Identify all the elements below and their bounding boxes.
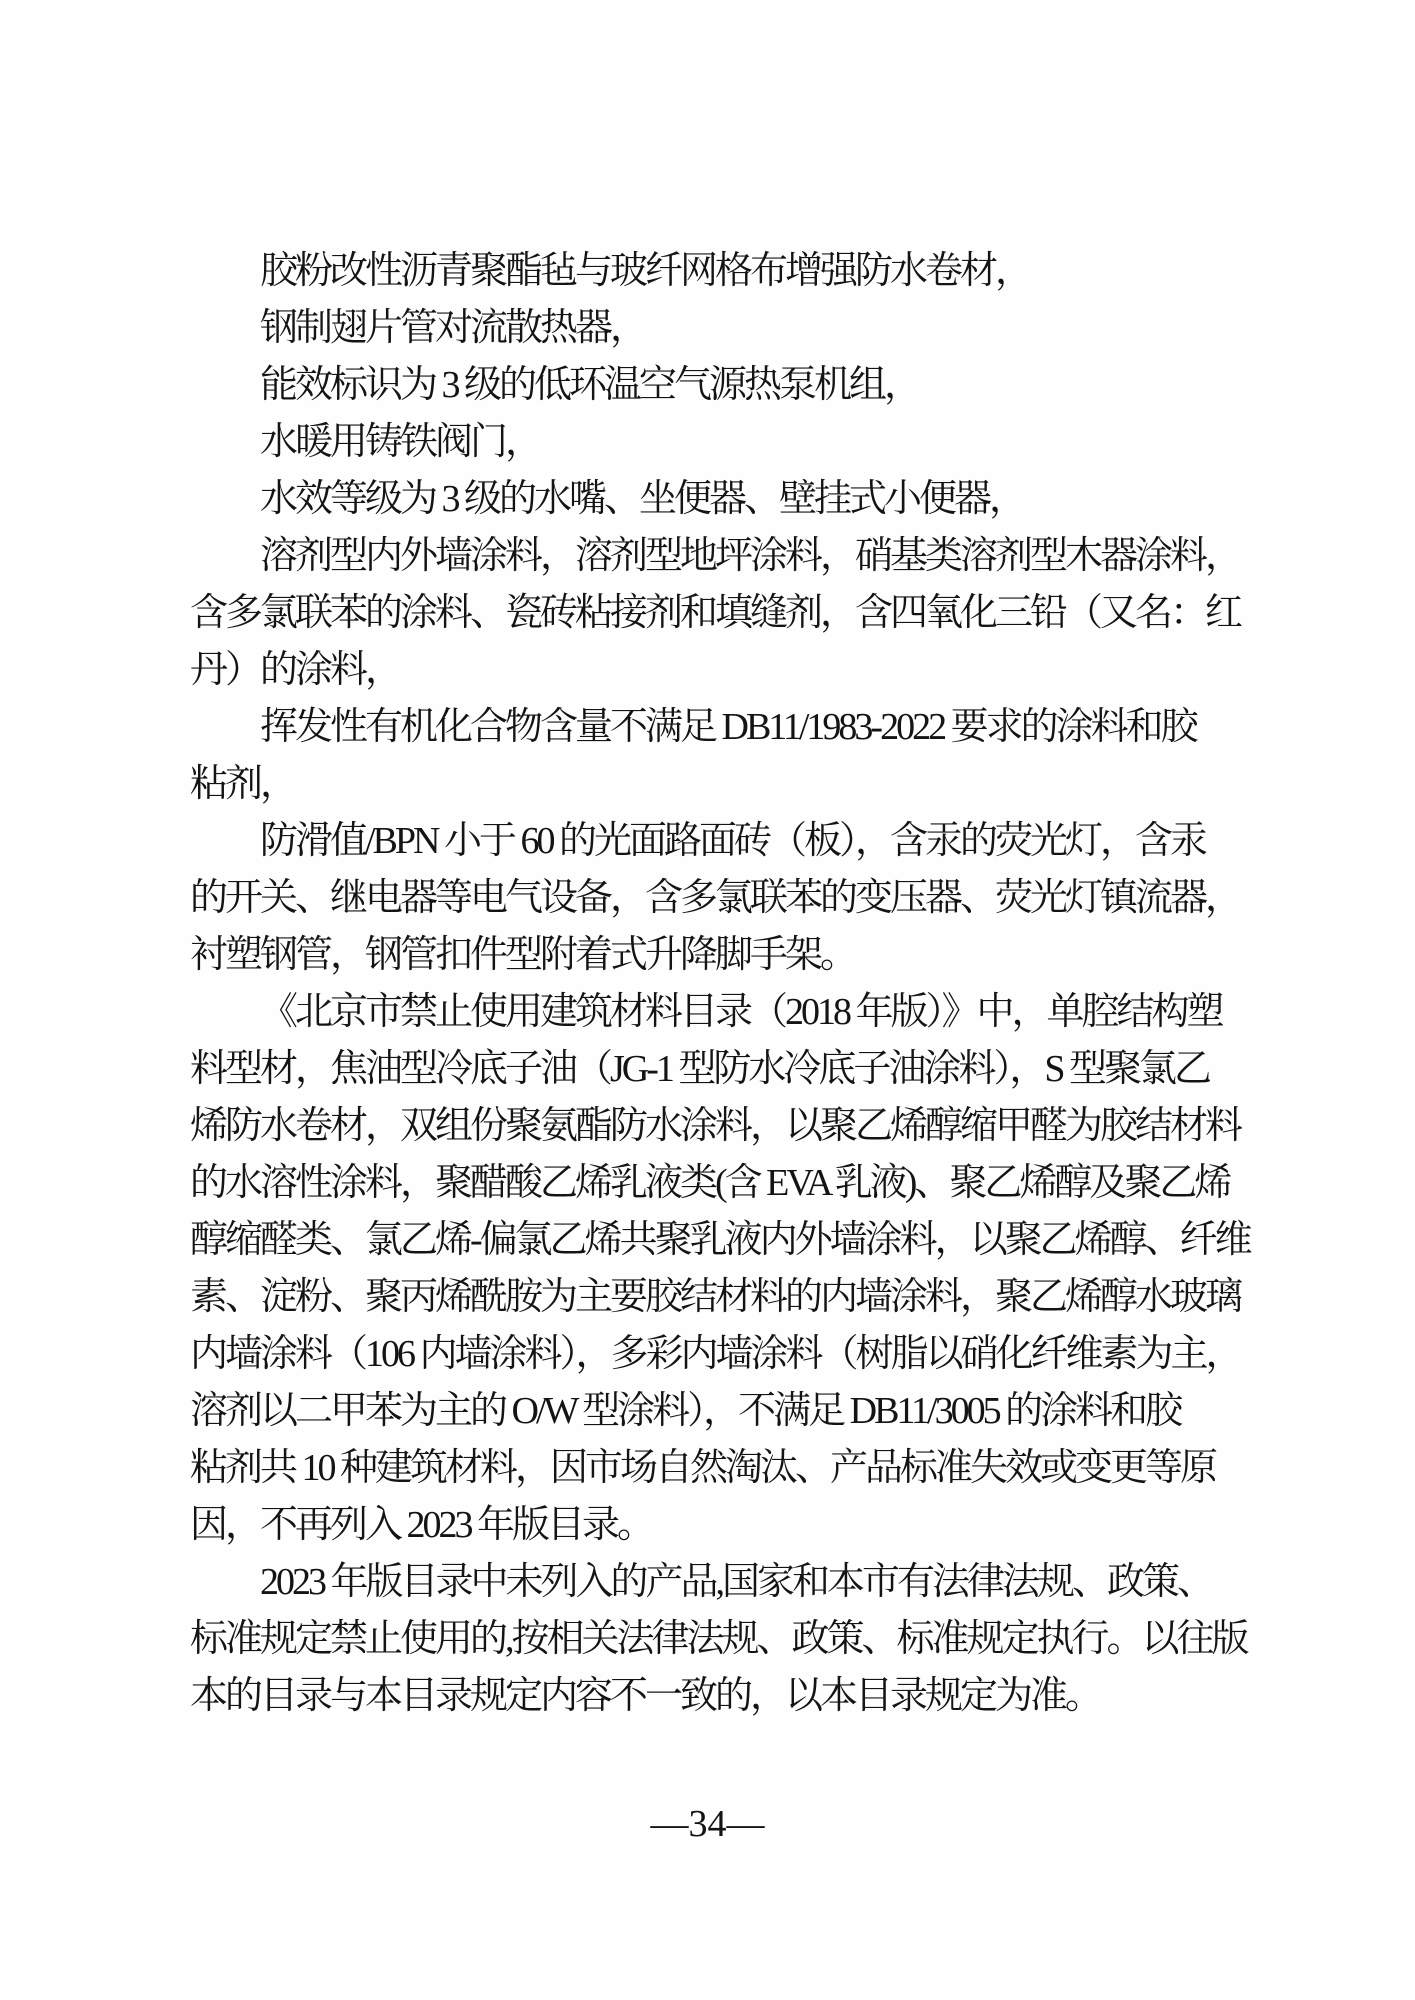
page-number: —34— xyxy=(650,1803,765,1845)
text-line: 因，不再列入 2023 年版目录。 xyxy=(190,1504,653,1546)
text-line: 粘剂共 10 种建筑材料，因市场自然淘汰、产品标准失效或变更等原 xyxy=(190,1447,1216,1489)
text-line: 粘剂， xyxy=(190,763,296,805)
text-line: 挥发性有机化合物含量不满足 DB11/1983-2022 要求的涂料和胶 xyxy=(260,706,1196,748)
text-line: 的水溶性涂料，聚醋酸乙烯乳液类(含 EVA 乳液)、聚乙烯醇及聚乙烯 xyxy=(190,1162,1230,1204)
text-line: 防滑值/BPN 小于 60 的光面路面砖（板），含汞的荧光灯，含汞 xyxy=(260,820,1205,862)
text-line: 钢制翅片管对流散热器， xyxy=(260,307,646,349)
text-line: 溶剂型内外墙涂料，溶剂型地坪涂料，硝基类溶剂型木器涂料， xyxy=(260,535,1241,577)
text-line: 水暖用铸铁阀门， xyxy=(260,421,541,463)
text-line: 衬塑钢管，钢管扣件型附着式升降脚手架。 xyxy=(190,934,856,976)
document-body xyxy=(190,243,1250,1725)
text-line: 丹）的涂料， xyxy=(190,649,401,691)
text-line: 的开关、继电器等电气设备，含多氯联苯的变压器、荧光灯镇流器， xyxy=(190,877,1241,919)
text-line: 素、淀粉、聚丙烯酰胺为主要胶结材料的内墙涂料，聚乙烯醇水玻璃 xyxy=(190,1276,1241,1318)
text-line: 料型材，焦油型冷底子油（JG-1 型防水冷底子油涂料），S 型聚氯乙 xyxy=(190,1048,1210,1090)
text-line: 2023 年版目录中未列入的产品,国家和本市有法律法规、政策、 xyxy=(260,1561,1213,1603)
text-line: 烯防水卷材，双组份聚氨酯防水涂料，以聚乙烯醇缩甲醛为胶结材料 xyxy=(190,1105,1241,1147)
text-line: 含多氯联苯的涂料、瓷砖粘接剂和填缝剂，含四氧化三铅（又名：红 xyxy=(190,592,1241,634)
text-line: 溶剂以二甲苯为主的 O/W 型涂料），不满足 DB11/3005 的涂料和胶 xyxy=(190,1390,1181,1432)
text-line: 醇缩醛类、氯乙烯-偏氯乙烯共聚乳液内外墙涂料，以聚乙烯醇、纤维 xyxy=(190,1219,1250,1261)
text-line: 标准规定禁止使用的,按相关法律法规、政策、标准规定执行。以往版 xyxy=(190,1618,1247,1660)
text-line: 内墙涂料（106 内墙涂料），多彩内墙涂料（树脂以硝化纤维素为主， xyxy=(190,1333,1241,1375)
text-line: 水效等级为 3 级的水嘴、坐便器、壁挂式小便器， xyxy=(260,478,1025,520)
text-line: 《北京市禁止使用建筑材料目录（2018 年版）》中，单腔结构塑 xyxy=(260,991,1222,1033)
page-footer xyxy=(0,1800,1415,1848)
text-line: 能效标识为 3 级的低环温空气源热泵机组， xyxy=(260,364,920,406)
text-line: 胶粉改性沥青聚酯毡与玻纤网格布增强防水卷材， xyxy=(260,250,1031,292)
text-line: 本的目录与本目录规定内容不一致的，以本目录规定为准。 xyxy=(190,1675,1101,1717)
